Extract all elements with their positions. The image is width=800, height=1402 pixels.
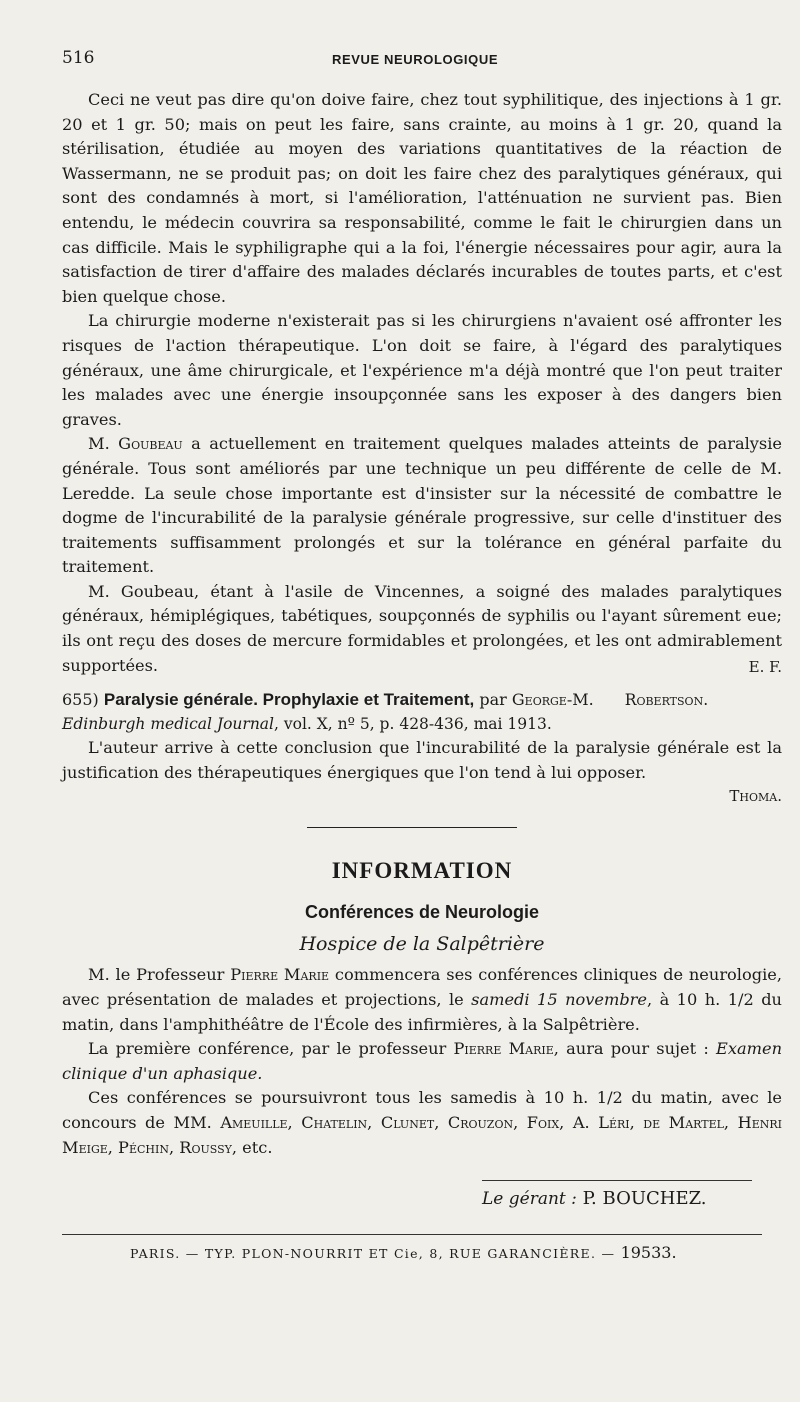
article-continuation [62,88,782,678]
section-heading: INFORMATION [331,858,513,884]
paragraph [62,432,782,580]
section-divider [307,827,517,828]
date: samedi 15 novembre [471,990,647,1010]
paragraph: La chirurgie moderne n'existerait pas si les chirurgiens n'avaient osé affronter les risques de l'action thérapeutique. L'on doit se faire, à l'égard des paralytiques généraux, une âme chirurgicale, et l'expérience m'a déjà montré que l'on peut traiter les malades avec une énergie insoupçonnée sans les exposer à des dangers bien graves. [62,311,782,429]
paragraph: L'auteur arrive à cette conclusion que l'incurabilité de la paralysie générale est la justification des thérapeutiques énergiques que l'on tend à lui opposer. [62,738,782,782]
journal-title: REVUE NEUROLOGIQUE [332,52,499,67]
citation: , vol. X, nº 5, p. 428-436, mai 1913. [274,715,552,734]
person-name: Pierre Marie [453,1039,554,1059]
author-name: Goubeau [118,434,183,454]
printer-imprint [62,1243,782,1262]
lecture-topic: Examen clinique d'un aphasique. [62,1039,782,1083]
abstract-entry [62,688,782,807]
contributors: Ameuille, Chatelin, Clunet, Crouzon, Foix, A. Léri, de Martel, Henri Meige, Péchin, Roussy [62,1113,782,1157]
document-page [62,46,782,1262]
abstract-heading [62,688,782,736]
imprint-rule [62,1234,762,1235]
text-run: commencera ses conférences cliniques de neurologie, avec présentation de malades et projections, le [62,965,782,1010]
text-run: , à 10 h. 1/2 du matin, dans l'amphithéâtre de l'École des infirmières, à la Salpêtrière. [62,990,782,1034]
text-run: . [703,691,709,710]
text-run: a actuellement en traitement quelques malades atteints de paralysie générale. Tous sont améliorés par une technique un peu différente de celle de M. Leredde. La seule chose importante est d'insister sur la nécessité de combattre le dogme de l'incurabilité de la paralysie générale progressive, sur celle d'instituer des traitements suffisamment prolongés et sur la tolérance en général parfaite du traitement. [62,434,782,577]
signature: E. F. [748,658,782,677]
running-head [62,46,782,74]
text-run: par [474,690,512,710]
imprint-number: 19533. [620,1243,677,1263]
page-number: 516 [62,48,95,68]
text-run: , etc. [231,1137,273,1157]
signature-rule [482,1180,752,1181]
author-first-name: George-M. [511,690,599,710]
paragraph: M. Goubeau, étant à l'asile de Vincennes, a soigné des malades paralytiques généraux, hémiplégiques, tabétiques, soupçonnés de syphilis ou l'ayant sûrement eue; ils ont reçu des doses de mercure formidables et prolongées, et les ont admirablement supportées. [62,581,782,675]
venue: Hospice de la Salpêtrière [299,933,545,956]
text-run: La première conférence, par le professeur [88,1039,454,1059]
journal-name: Edinburgh medical Journal [62,715,274,734]
gerant-line [482,1188,707,1209]
text-run: M. le Professeur [88,965,231,985]
paragraph [62,963,782,1037]
imprint-text: PARIS. — TYP. PLON-NOURRIT ET Cie, 8, RUE GARANCIÈRE. — [130,1246,621,1262]
paragraph: Ceci ne veut pas dire qu'on doive faire, chez tout syphilitique, des injections à 1 gr. 20 et 1 gr. 50; mais on peut les faire, sans crainte, au moins à 1 gr. 20, quand la stérilisation, étudiée au moyen des variations quantitatives de la réaction de Wassermann, ne se produit pas; on doit les faire chez des paralytiques généraux, qui sont des condamnés à mort, si l'amélioration, l'atténuation ne survient pas. Bien entendu, le médecin couvrira sa responsabilité, comme le fait le chirurgien dans un cas difficile. Mais le syphiligraphe qui a la foi, l'énergie nécessaires pour agir, aura la satisfaction de tirer d'affaire des malades déclarés incurables de toutes parts, et c'est bien quelque chose. [62,90,782,306]
text-run: , aura pour sujet : [553,1039,717,1059]
sub-heading: Conférences de Neurologie [304,902,540,923]
information-body [62,963,782,1160]
paragraph [62,1086,782,1160]
author-last-name: Robertson [624,691,704,710]
abstract-number: 655) [62,690,99,710]
abstract-title: Paralysie générale. Prophylaxie et Traitement, [103,690,475,710]
text-run: M. [88,434,119,454]
manager-signature [62,1174,782,1226]
gerant-name: P. BOUCHEZ. [576,1188,707,1210]
person-name: Pierre Marie [230,965,330,985]
gerant-label: Le gérant : [482,1189,577,1210]
signature: Thoma. [729,787,782,806]
paragraph [62,1037,782,1086]
text-run: Ces conférences se poursuivront tous les samedis à 10 h. 1/2 du matin, avec le concours de MM. [62,1088,782,1132]
